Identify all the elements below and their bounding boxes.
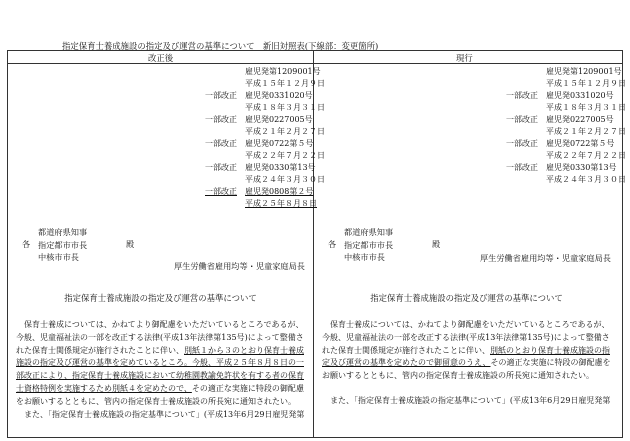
history-date: 平成１５年１２月９日 — [245, 79, 325, 88]
body-text-paragraph: また、「指定保育士養成施設の指定基準について」(平成13年6月29日雇児発第 — [330, 395, 611, 405]
history-date: 平成１８年３月３１日 — [245, 103, 325, 112]
addressee-line: 中核市市長 — [344, 252, 385, 262]
comparison-table — [7, 50, 626, 438]
addressee-line: 指定都市市長 — [344, 239, 394, 250]
history-label: 一部改正 — [506, 139, 538, 148]
body-text-paragraph: また、「指定保育士養成施設の指定基準について」(平成13年6月29日雇児発第 — [24, 409, 305, 419]
kaku-mark: 各 — [22, 238, 31, 249]
body-text-changed: 別紙のとおり保育士養成施設の指定及び運営の基準を定めたので御留意のうえ、 — [322, 345, 610, 368]
history-date: 平成１８年３月３１日 — [546, 103, 626, 112]
sender: 厚生労働省雇用均等・児童家庭局長 — [173, 261, 305, 271]
history-date-new: 平成２５年８月８日 — [245, 199, 317, 208]
history-label: 一部改正 — [205, 163, 237, 172]
history-date: 平成２４年３月３０日 — [245, 175, 325, 184]
history-label: 一部改正 — [205, 91, 237, 100]
body-text-changed: 別紙１から３のとおり保育士養成施設の指定及び運営の基準を定めているところ。今般、平成２５年８月８日の一部改正により、指定保育士養成施設において幼稚園教諭免許状を有する者の保育士資格特例を実施するため別紙４を定めたので、 — [16, 345, 304, 393]
subject: 指定保育士養成施設の指定及び運営の基準について — [370, 293, 563, 303]
body-text-plain: 保育士養成については、かねてより御配慮をいただいているところであるが、今般、児童福祉法の一部を改正する法律(平成13年法律第135号)によって整備された保育士関係規定が施行されたことに伴い、 — [322, 320, 610, 355]
kaku-mark: 各 — [328, 238, 337, 249]
history-number: 雇児発0722第５号 — [546, 139, 615, 148]
history-number: 雇児発0722第５号 — [245, 139, 314, 148]
revised-column — [8, 64, 325, 438]
history-label: 一部改正 — [506, 163, 538, 172]
addressee-line: 都道府県知事 — [38, 227, 88, 237]
body-text-plain: 保育士養成については、かねてより御配慮をいただいているところであるが、今般、児童福祉法の一部を改正する法律(平成13年法律第135号)によって整備された保育士関係規定が施行されたことに伴い、 — [16, 320, 304, 355]
subject: 指定保育士養成施設の指定及び運営の基準について — [64, 293, 257, 303]
body-text-plain: その適正な実施に特段の御配慮をお願いするとともに、管内の指定保育士養成施設の所長宛に通知されたい。 — [322, 358, 611, 381]
history-date: 平成１５年１２月９日 — [546, 79, 626, 88]
addressee-line: 指定都市市長 — [38, 239, 88, 250]
history-number: 雇児発0331020号 — [245, 91, 313, 100]
history-date: 平成２２年７月２２日 — [546, 151, 626, 160]
history-number-new: 雇児発0808第２号 — [245, 187, 314, 196]
history-number: 雇児発第1209001号 — [546, 67, 622, 76]
body-text-plain: その適正な実施に特段の御配慮をお願いするとともに、管内の指定保育士養成施設の所長宛に通知されたい。 — [16, 383, 304, 406]
honorific: 殿 — [126, 238, 135, 249]
history-date: 平成２４年３月３０日 — [546, 175, 626, 184]
column-header-revised: 改正後 — [148, 53, 174, 63]
sender: 厚生労働省雇用均等・児童家庭局長 — [479, 253, 611, 263]
history-date: 平成２１年２月２７日 — [245, 127, 325, 136]
history-number: 雇児発0227005号 — [245, 115, 313, 124]
page-title: 指定保育士養成施設の指定及び運営の基準について 新旧対照表(下線部：変更箇所) — [62, 41, 379, 51]
honorific: 殿 — [432, 238, 441, 249]
current-column — [314, 64, 626, 438]
history-number: 雇児発0330第13号 — [245, 163, 316, 172]
body-text — [322, 319, 612, 408]
addressee-block — [344, 226, 393, 264]
history-label: 一部改正 — [205, 115, 237, 124]
addressee-block — [38, 226, 87, 264]
history-number: 雇児発0330第13号 — [546, 163, 617, 172]
history-date: 平成２１年２月２７日 — [546, 127, 626, 136]
history-label: 一部改正 — [506, 115, 538, 124]
history-number: 雇児発第1209001号 — [245, 67, 321, 76]
body-text — [16, 319, 306, 421]
history-label: 一部改正 — [506, 91, 538, 100]
history-date: 平成２２年７月２２日 — [245, 151, 325, 160]
column-header-current: 現行 — [456, 53, 473, 63]
history-number: 雇児発0227005号 — [546, 115, 614, 124]
history-label: 一部改正 — [205, 139, 237, 148]
history-label-new: 一部改正 — [205, 187, 237, 196]
history-number: 雇児発0331020号 — [546, 91, 614, 100]
addressee-line: 都道府県知事 — [344, 227, 394, 237]
addressee-line: 中核市市長 — [38, 252, 79, 262]
